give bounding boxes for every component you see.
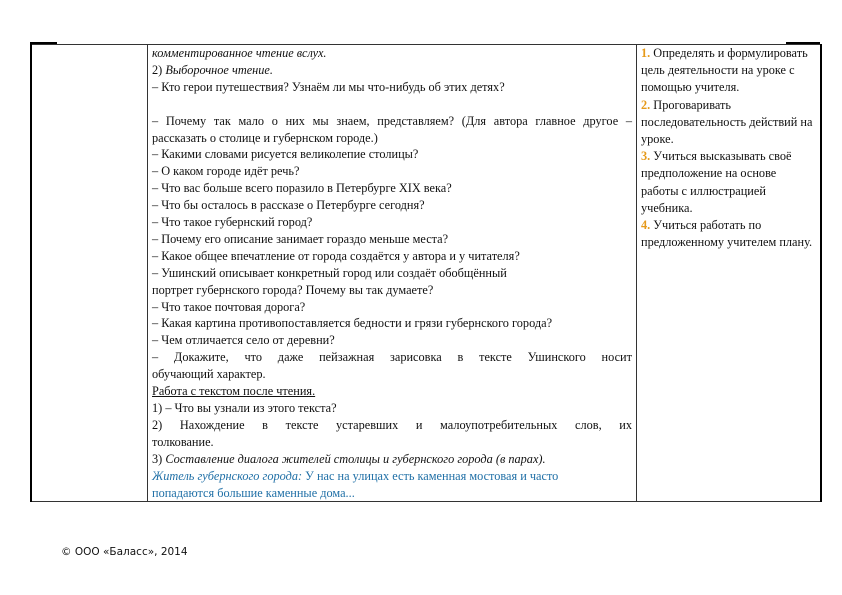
text-line: – Почему так мало о них мы знаем, представляем? (Для автора главное другое – bbox=[152, 113, 632, 128]
activity-cell bbox=[148, 45, 637, 502]
stage-cell bbox=[31, 45, 148, 502]
text-line: обучающий характер. bbox=[152, 367, 266, 382]
goal-text: Определять и формулировать цель деятельности на уроке с помощью учителя. bbox=[641, 46, 808, 95]
table-row bbox=[31, 45, 821, 502]
dialogue-speaker: Житель губернского города: bbox=[152, 468, 303, 483]
text-line: – Что такое губернский город? bbox=[152, 215, 313, 230]
text-line: – Чем отличается село от деревни? bbox=[152, 333, 335, 348]
text-line: – Что вас больше всего поразило в Петербурге XIX века? bbox=[152, 181, 452, 196]
text-line: рассказать о столице и губернском городе.) bbox=[152, 130, 378, 145]
text-line: 1) – Что вы узнали из этого текста? bbox=[152, 401, 337, 416]
goal-text: Учиться работать по предложенному учителем плану. bbox=[641, 218, 813, 250]
goal-number: 4. bbox=[641, 218, 651, 233]
goal-number: 1. bbox=[641, 46, 651, 60]
dialogue-line bbox=[152, 468, 632, 485]
text-line: – Какая картина противопоставляется бедности и грязи губернского города? bbox=[152, 316, 553, 331]
text-line: портрет губернского города? Почему вы так думаете? bbox=[152, 282, 434, 297]
item-title: Составление диалога жителей столицы и губернского города (в парах). bbox=[165, 451, 546, 466]
text-line: – Какими словами рисуется великолепие столицы? bbox=[152, 147, 419, 162]
lesson-table bbox=[30, 44, 822, 502]
text-line: комментированное чтение вслух. bbox=[152, 46, 327, 60]
text-line: – Ушинский описывает конкретный город или создаёт обобщённый bbox=[152, 265, 507, 280]
activity-text bbox=[148, 45, 636, 501]
goal-item bbox=[641, 45, 816, 97]
text-line bbox=[152, 62, 632, 79]
copyright-footer: © ООО «Баласс», 2014 bbox=[61, 546, 188, 558]
section-heading: Работа с текстом после чтения. bbox=[152, 384, 316, 399]
text-line: – Что бы осталось в рассказе о Петербурге сегодня? bbox=[152, 198, 425, 213]
text-line: – Что такое почтовая дорога? bbox=[152, 299, 306, 314]
goal-number: 2. bbox=[641, 97, 651, 112]
goal-text: Проговаривать последовательность действий на уроке. bbox=[641, 97, 813, 147]
goal-text: Учиться высказывать своё предположение на основе работы с иллюстрацией учебника. bbox=[641, 149, 792, 215]
dialogue-line: попадаются большие каменные дома... bbox=[152, 485, 355, 500]
goal-item bbox=[641, 148, 816, 217]
text-line: толкование. bbox=[152, 434, 214, 449]
text-line: – Какое общее впечатление от города создаётся у автора и у читателя? bbox=[152, 248, 520, 263]
goal-item bbox=[641, 217, 816, 251]
goals-cell bbox=[637, 45, 822, 502]
goal-number: 3. bbox=[641, 149, 651, 164]
text-line bbox=[152, 451, 632, 468]
text-line: – Докажите, что даже пейзажная зарисовка в тексте Ушинского носит bbox=[152, 350, 632, 365]
item-number: 2) bbox=[152, 62, 166, 77]
goal-item bbox=[641, 97, 816, 149]
text-line: – Кто герои путешествия? Узнаём ли мы что-нибудь об этих детях? bbox=[152, 79, 505, 94]
text-line: – О каком городе идёт речь? bbox=[152, 164, 300, 179]
dialogue-text: У нас на улицах есть каменная мостовая и часто bbox=[302, 468, 559, 483]
item-title: Выборочное чтение. bbox=[165, 62, 273, 77]
goals-list bbox=[637, 45, 820, 251]
text-line: – Почему его описание занимает гораздо меньше места? bbox=[152, 231, 449, 246]
item-number: 3) bbox=[152, 451, 166, 466]
text-line: 2) Нахождение в тексте устаревших и малоупотребительных слов, их bbox=[152, 417, 632, 432]
blank-line bbox=[152, 96, 632, 113]
text-line bbox=[152, 383, 632, 400]
